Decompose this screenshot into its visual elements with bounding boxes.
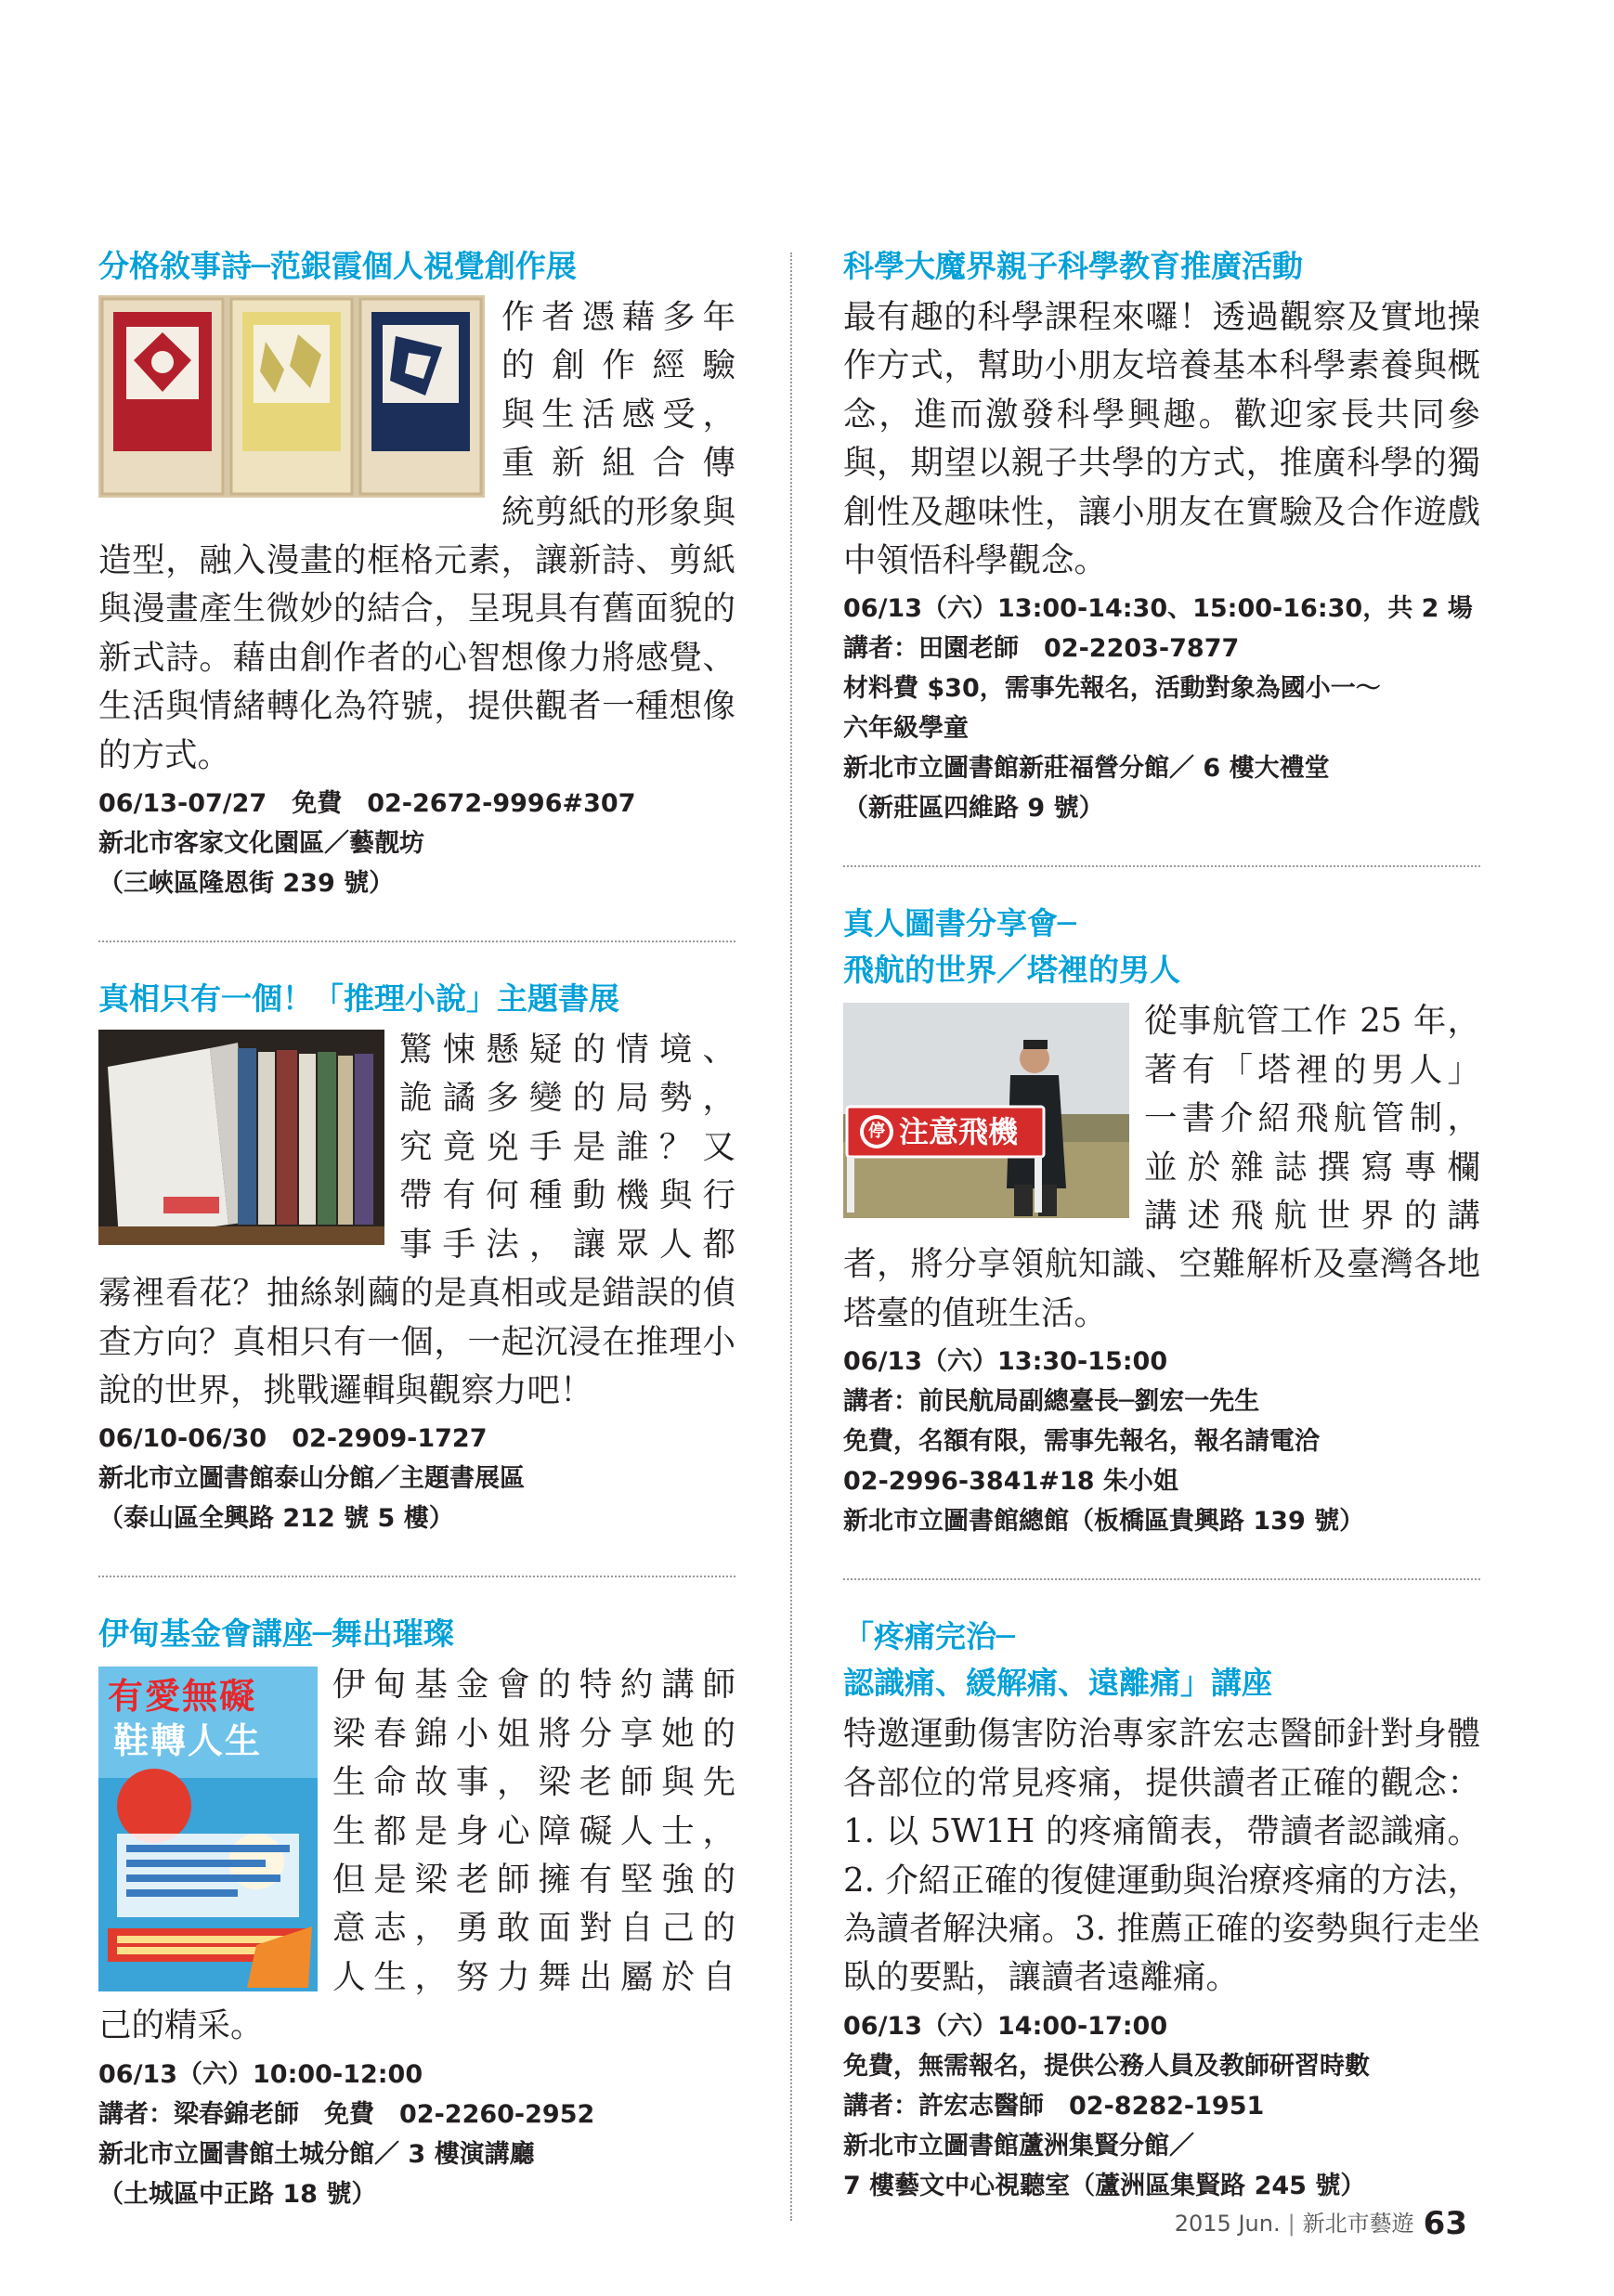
event-info	[843, 589, 1480, 828]
body-text: 己的精采。	[98, 2006, 264, 2045]
page-footer	[1175, 2205, 1467, 2242]
intro-line: 驚悚懸疑的情境、	[399, 1031, 735, 1070]
paper-cut-artwork-photo	[98, 295, 485, 498]
event-venue: 新北市立圖書館土城分館／ 3 樓演講廳	[98, 2139, 535, 2169]
event-date-phone: 06/13-07/27 免費 02-2672-9996#307	[98, 789, 636, 819]
intro-line: 重新組合傳	[501, 444, 735, 483]
article-title: 真相只有一個！「推理小說」主題書展	[98, 980, 619, 1018]
body-text: 霧裡看花？抽絲剝繭的是真相或是錯誤的偵查方向？真相只有一個，一起沉浸在推理小說的世界，挑戰邏輯與觀察力吧！	[98, 1274, 735, 1409]
article-title-line: 「疼痛完治─	[843, 1618, 1015, 1655]
event-venue: 新北市立圖書館總館（板橋區貴興路 139 號）	[843, 1507, 1365, 1537]
article-title-line: 飛航的世界／塔裡的男人	[843, 952, 1180, 989]
event-venue: 新北市立圖書館蘆洲集賢分館／	[843, 2131, 1194, 2160]
article-human-library	[843, 901, 1480, 1541]
right-column	[843, 243, 1480, 2206]
bookshelf-photo	[98, 1030, 384, 1245]
poster-title-line-2: 鞋轉人生	[113, 1720, 263, 1762]
paper-cut-artwork-image	[98, 295, 485, 498]
article-title	[843, 1614, 1480, 1706]
event-registration: 免費，無需報名，提供公務人員及教師研習時數	[843, 2051, 1370, 2081]
event-info	[98, 1419, 735, 1538]
event-venue: 新北市立圖書館泰山分館／主題書展區	[98, 1464, 525, 1494]
event-fee: 材料費 $30，需事先報名，活動對象為國小一～	[843, 674, 1381, 704]
section-divider	[98, 940, 735, 942]
body-text: 統剪紙的形象與造型，融入漫畫的框格元素，讓新詩、剪紙與漫畫產生微妙的結合，呈現具有舊面貌的新式詩。藉由創作者的心智想像力將感覺、生活與情緒轉化為符號，提供觀者一種想像的方式。	[98, 492, 735, 774]
event-date: 06/13（六）14:00-17:00	[843, 2011, 1168, 2041]
intro-line: 作者憑藉多年	[501, 298, 735, 336]
intro-line: 的創作經驗	[501, 346, 735, 385]
article-body: 特邀運動傷害防治專家許宏志醫師針對身體各部位的常見疼痛，提供讀者正確的觀念：1. 以 5W1H 的疼痛簡表，帶讀者認識痛。2. 介紹正確的復健運動與治療疼痛的方法，為讀者解決痛。3. 推薦正確的姿勢與行走坐臥的要點，讓讀者遠離痛。	[843, 1715, 1480, 1997]
article-science-education	[843, 243, 1480, 828]
poster-title-line-1: 有愛無礙	[108, 1676, 257, 1718]
intro-line: 伊甸基金會的特約講師	[332, 1666, 735, 1705]
article-title-line: 真人圖書分享會─	[843, 905, 1076, 942]
event-info	[98, 784, 735, 903]
intro-line: 但是梁老師擁有堅強的	[332, 1860, 735, 1899]
article-eden-foundation-lecture	[98, 1611, 735, 2213]
intro-line: 著有「塔裡的男人」	[1144, 1050, 1480, 1089]
event-registration: 免費，名額有限，需事先報名，報名請電洽	[843, 1427, 1320, 1457]
sign-stop-label: 停	[868, 1122, 885, 1142]
event-date: 06/13（六）10:00-12:00	[98, 2059, 423, 2089]
event-info	[98, 2055, 735, 2214]
intro-line: 生都是身心障礙人士，	[332, 1811, 735, 1850]
intro-line: 詭譎多變的局勢，	[399, 1079, 735, 1118]
event-address: （三峽區隆恩街 239 號）	[98, 869, 395, 899]
event-date: 06/13（六）13:30-15:00	[843, 1347, 1168, 1377]
intro-line: 意志，勇敢面對自己的	[332, 1909, 735, 1948]
intro-line: 從事航管工作 25 年，	[1144, 1002, 1480, 1041]
event-address: （新莊區四維路 9 號）	[843, 794, 1104, 824]
intro-line: 講述飛航世界的講	[1144, 1197, 1480, 1236]
sign-text: 注意飛機	[899, 1114, 1019, 1150]
article-pain-lecture	[843, 1614, 1480, 2205]
airfield-photo	[843, 1003, 1129, 1218]
article-title-line: 認識痛、緩解痛、遠離痛」講座	[843, 1665, 1272, 1702]
body-text: 者，將分享領航知識、空難解析及臺灣各地塔臺的值班生活。	[843, 1245, 1480, 1332]
page-number: 63	[1423, 2205, 1467, 2242]
section-divider	[843, 865, 1480, 867]
airfield-image	[843, 1003, 1129, 1218]
intro-line: 事手法，讓眾人都	[399, 1225, 735, 1264]
event-phone: 02-2996-3841#18 朱小姐	[843, 1467, 1178, 1497]
article-detective-book-exhibition	[98, 976, 735, 1538]
intro-line: 帶有何種動機與行	[399, 1176, 735, 1215]
event-address: 7 樓藝文中心視聽室（蘆洲區集賢路 245 號）	[843, 2171, 1366, 2200]
footer-separator: |	[1287, 2211, 1295, 2237]
intro-line: 人生，努力舞出屬於自	[332, 1957, 735, 1996]
intro-line: 生命故事，梁老師與先	[332, 1763, 735, 1802]
magazine-name: 新北市藝遊	[1302, 2211, 1414, 2237]
article-body: 最有趣的科學課程來囉！透過觀察及實地操作方式，幫助小朋友培養基本科學素養與概念，進而激發科學興趣。歡迎家長共同參與，期望以親子共學的方式，推廣科學的獨創性及趣味性，讓小朋友在實驗及合作遊戲中領悟科學觀念。	[843, 298, 1480, 580]
intro-line: 究竟兇手是誰？又	[399, 1127, 735, 1166]
intro-line: 並於雜誌撰寫專欄	[1144, 1148, 1480, 1187]
article-title: 分格敘事詩─范銀霞個人視覺創作展	[98, 248, 577, 284]
section-divider	[843, 1578, 1480, 1580]
event-address: （土城區中正路 18 號）	[98, 2179, 377, 2209]
article-paper-cut-exhibition	[98, 243, 735, 903]
column-divider	[790, 253, 792, 2221]
event-venue: 新北市立圖書館新莊福營分館／ 6 樓大禮堂	[843, 754, 1330, 784]
lecture-poster	[98, 1667, 318, 1991]
event-address: （泰山區全興路 212 號 5 樓）	[98, 1504, 454, 1534]
event-speaker-phone: 講者：許宏志醫師 02-8282-1951	[843, 2091, 1265, 2121]
event-info	[843, 1342, 1480, 1541]
event-info	[843, 2006, 1480, 2206]
intro-line: 一書介紹飛航管制，	[1144, 1099, 1480, 1138]
event-speaker-phone: 講者：梁春錦老師 免費 02-2260-2952	[98, 2099, 595, 2129]
event-speaker: 講者：前民航局副總臺長─劉宏一先生	[843, 1387, 1260, 1417]
article-title: 伊甸基金會講座─舞出璀璨	[98, 1615, 454, 1653]
event-speaker-phone: 講者：田園老師 02-2203-7877	[843, 634, 1240, 664]
article-title: 科學大魔界親子科學教育推廣活動	[843, 248, 1303, 284]
event-audience: 六年級學童	[843, 714, 969, 744]
issue-date: 2015 Jun.	[1174, 2211, 1281, 2237]
intro-line: 梁春錦小姐將分享她的	[332, 1714, 735, 1753]
event-date-phone: 06/10-06/30 02-2909-1727	[98, 1424, 488, 1454]
bookshelf-image	[98, 1030, 384, 1245]
event-date: 06/13（六）13:00-14:30、15:00-16:30，共 2 場	[843, 594, 1473, 624]
left-column	[98, 243, 735, 2214]
section-divider	[98, 1576, 735, 1577]
intro-line: 與生活感受，	[501, 395, 735, 434]
article-title	[843, 901, 1480, 993]
event-venue: 新北市客家文化園區／藝靓坊	[98, 829, 424, 859]
